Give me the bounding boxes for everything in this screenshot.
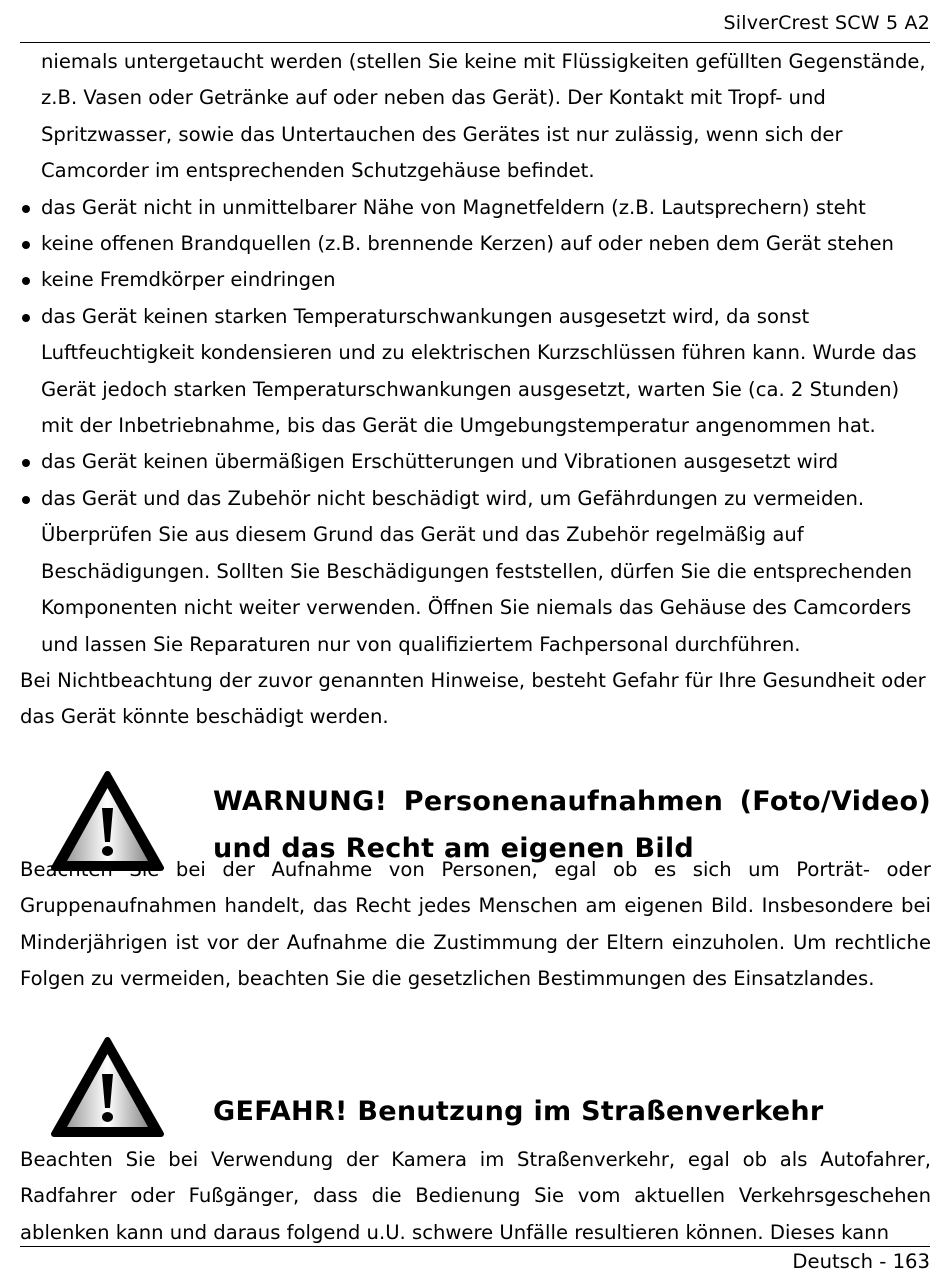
warning-title: WARNUNG! Personenaufnahmen (Foto/Video) und das Recht am eigenen Bild xyxy=(213,786,931,864)
closing-paragraph: Bei Nichtbeachtung der zuvor genannten Hinweise, besteht Gefahr für Ihre Gesundheit oder das Gerät könnte beschädigt werden. xyxy=(20,668,926,729)
warning-triangle-icon xyxy=(50,1036,165,1139)
list-item: das Gerät und das Zubehör nicht beschädigt wird, um Gefährdungen zu vermeiden. Überprüfen Sie aus diesem Grund das Gerät und das Zubehör regelmäßig auf Beschädigungen. Sollten Sie Beschädigungen feststellen, dürfen Sie die entsprechenden Komponenten nicht weiter verwenden. Öffnen Sie niemals das Gehäuse des Camcorders und lassen Sie Reparaturen nur von qualifiziertem Fachpersonal durchführen. xyxy=(20,481,931,663)
warning-body-portrait-rights: Beachten Sie bei der Aufnahme von Personen, egal ob es sich um Porträt- oder Gruppenaufnahmen handelt, das Recht jedes Menschen am eigenen Bild. Insbesondere bei Minderjährigen ist vor der Aufnahme die Zustimmung der Eltern einzuholen. Um rechtliche Folgen zu vermeiden, beachten Sie die gesetzlichen Bestimmungen des Einsatzlandes. xyxy=(20,858,931,991)
list-item: keine Fremdkörper eindringen xyxy=(20,262,931,298)
precaution-list xyxy=(20,190,931,663)
list-item: das Gerät nicht in unmittelbarer Nähe von Magnetfeldern (z.B. Lautsprechern) steht xyxy=(20,190,931,226)
page-number: Deutsch - 163 xyxy=(792,1250,930,1273)
danger-title: GEFAHR! Benutzung im Straßenverkehr xyxy=(213,1096,824,1127)
list-item: keine offenen Brandquellen (z.B. brennende Kerzen) auf oder neben dem Gerät stehen xyxy=(20,226,931,262)
running-header: SilverCrest SCW 5 A2 xyxy=(723,12,930,34)
warning-body-road-traffic: Beachten Sie bei Verwendung der Kamera im Straßenverkehr, egal ob als Autofahrer, Radfahrer oder Fußgänger, dass die Bedienung Sie vom aktuellen Verkehrsgeschehen ablenken kann und daraus folgend u.U. schwere Unfälle resultieren können. Dieses kann xyxy=(20,1148,931,1244)
list-item: das Gerät keinen starken Temperaturschwankungen ausgesetzt wird, da sonst Luftfeuchtigkeit kondensieren und zu elektrischen Kurzschlüssen führen kann. Wurde das Gerät jedoch starken Temperaturschwankungen ausgesetzt, warten Sie (ca. 2 Stunden) mit der Inbetriebnahme, bis das Gerät die Umgebungstemperatur angenommen hat. xyxy=(20,299,931,445)
safety-section xyxy=(20,44,931,736)
continuation-paragraph: niemals untergetaucht werden (stellen Sie keine mit Flüssigkeiten gefüllten Gegenstände, z.B. Vasen oder Getränke auf oder neben das Gerät). Der Kontakt mit Tropf- und Spritzwasser, sowie das Untertauchen des Gerätes ist nur zulässig, wenn sich der Camcorder im entsprechenden Schutzgehäuse befindet. xyxy=(41,50,926,183)
header-rule xyxy=(20,42,930,43)
footer-rule xyxy=(20,1246,930,1247)
list-item: das Gerät keinen übermäßigen Erschütterungen und Vibrationen ausgesetzt wird xyxy=(20,444,931,480)
